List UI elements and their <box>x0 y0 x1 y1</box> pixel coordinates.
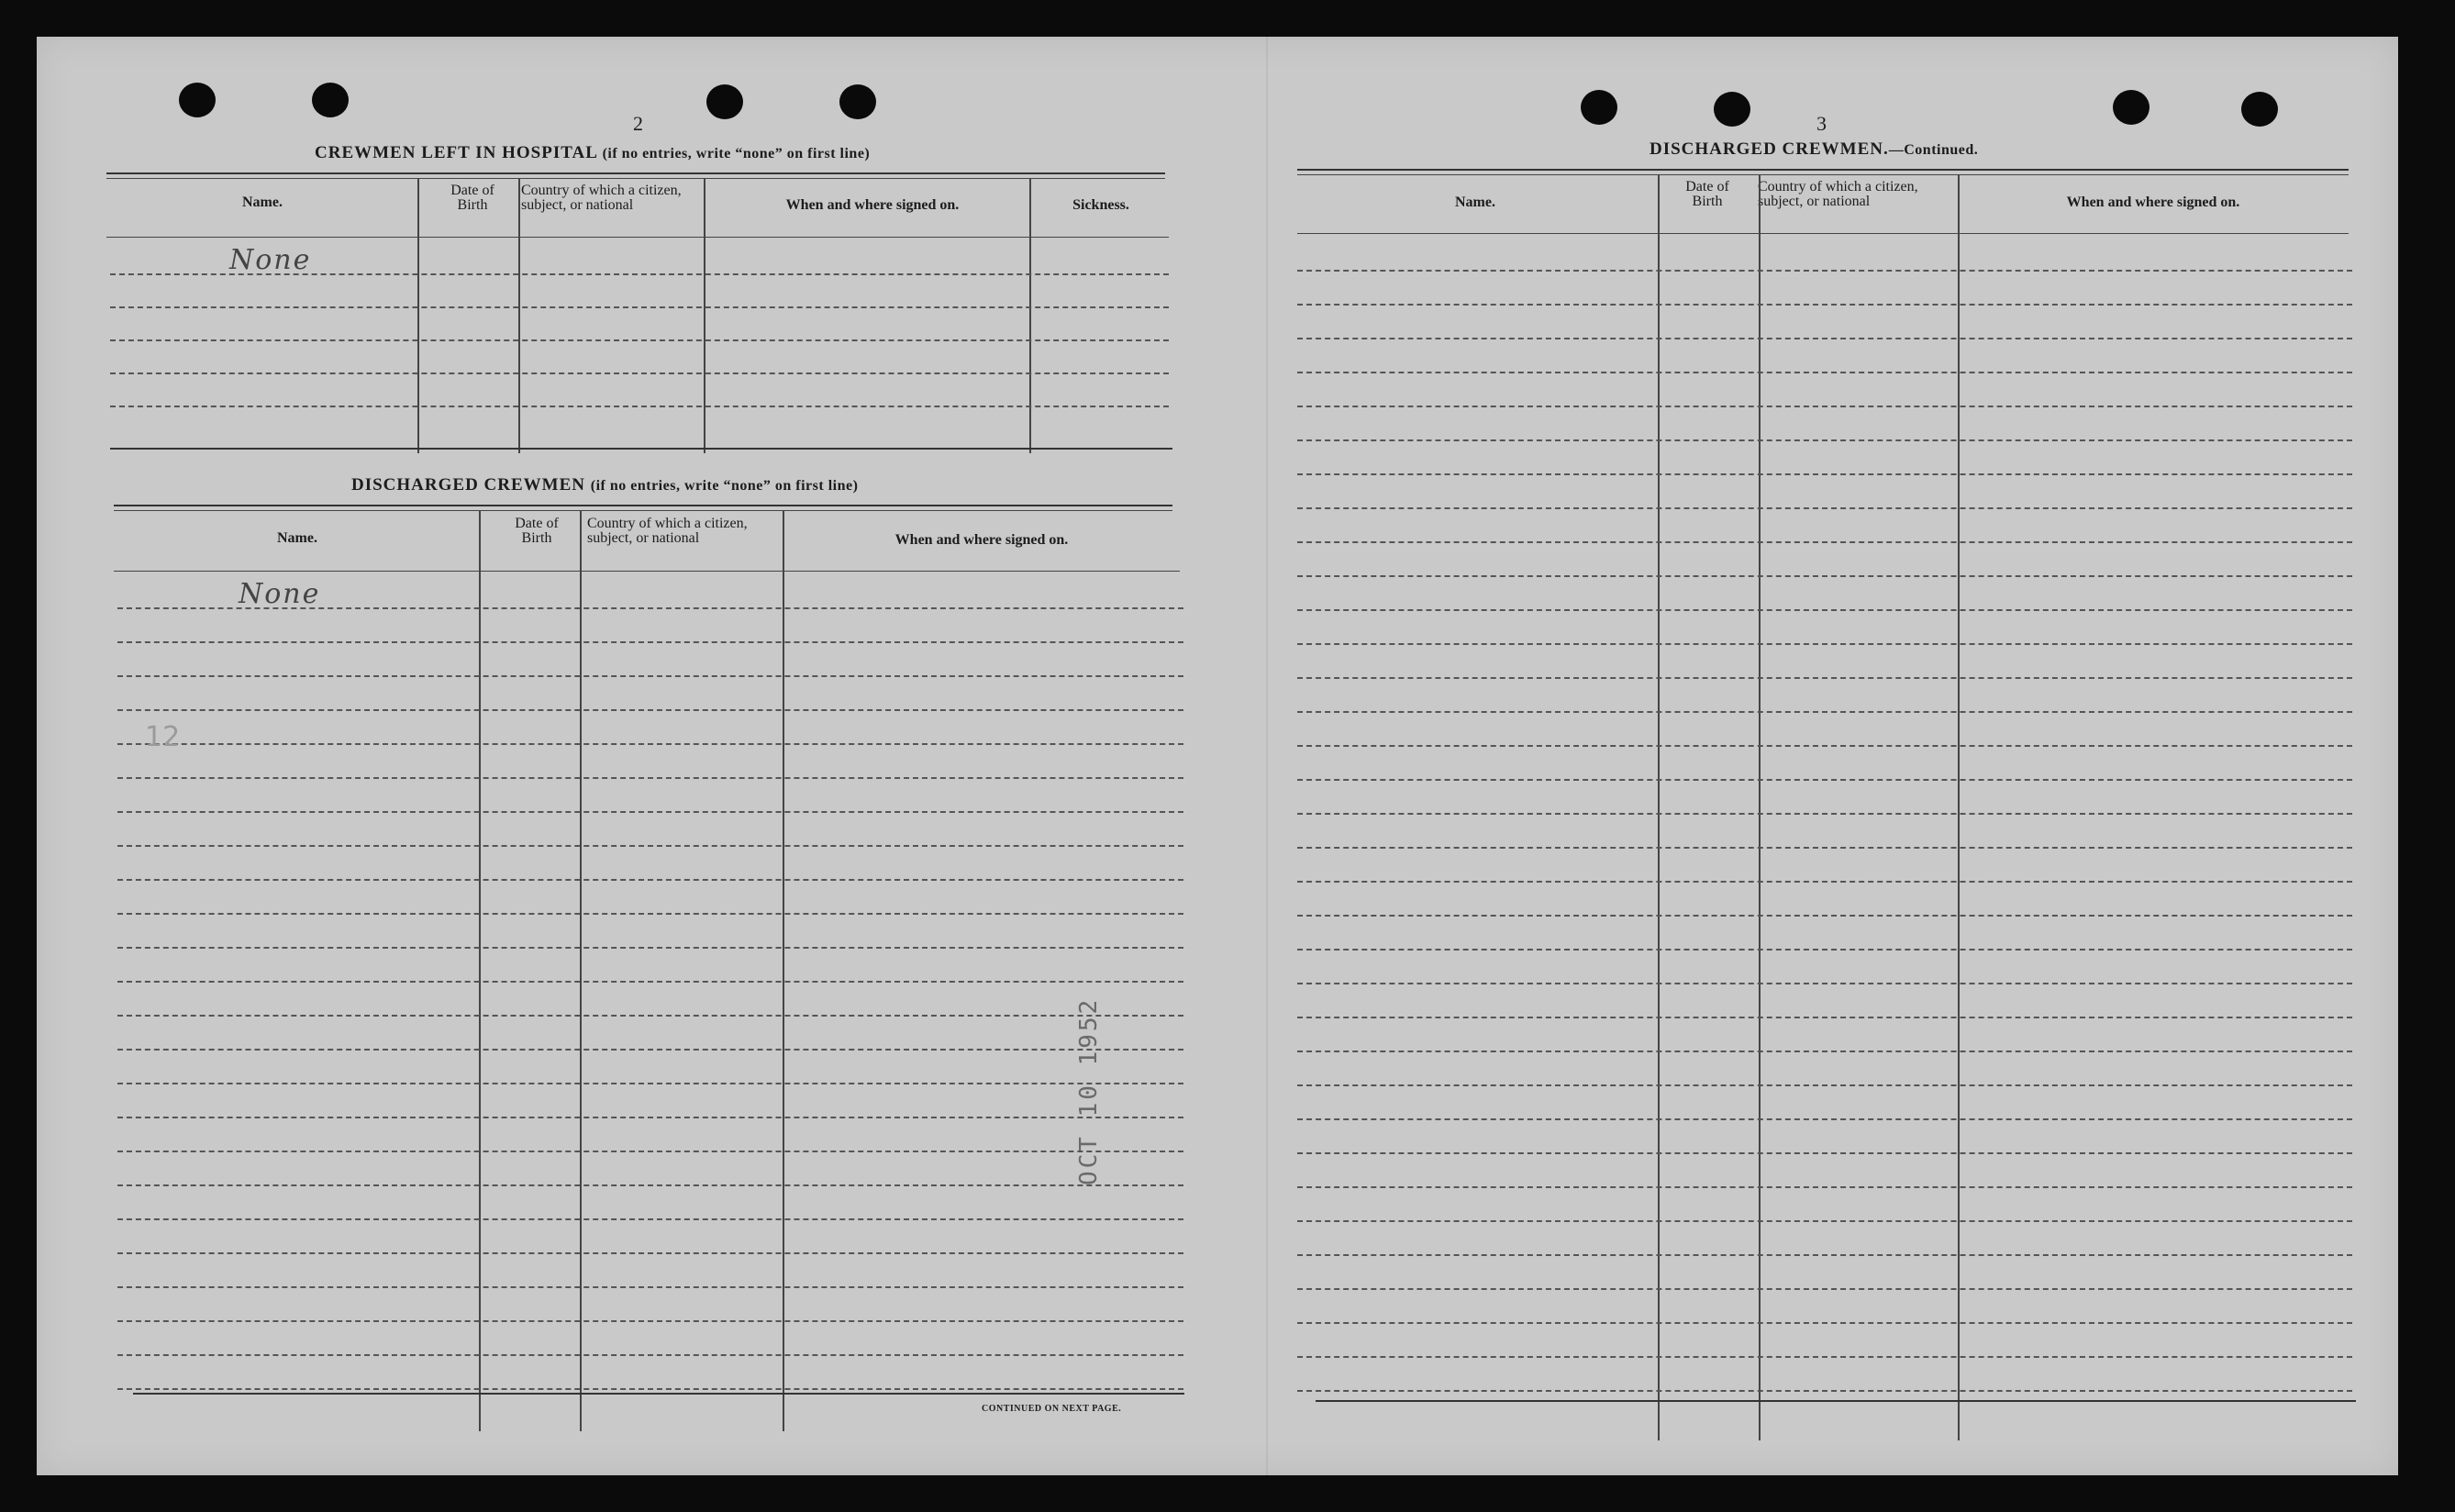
discharged-section-title: DISCHARGED CREWMEN (if no entries, write “none” on first line) <box>351 475 859 495</box>
table-row <box>1297 813 2352 815</box>
table-row <box>117 1252 1183 1254</box>
hospital-top-rule <box>106 172 1165 174</box>
right-rows <box>1297 270 2352 1440</box>
table-row <box>110 372 1169 374</box>
discharged-rows <box>117 607 1183 1424</box>
table-row <box>1297 406 2352 407</box>
punch-hole <box>312 83 349 117</box>
table-row <box>1297 338 2352 339</box>
table-row <box>117 1218 1183 1220</box>
table-row <box>1297 541 2352 543</box>
table-row <box>117 709 1183 711</box>
received-stamp: OCT 10 1952 <box>1075 996 1103 1185</box>
table-row <box>1297 915 2352 917</box>
table-row <box>117 947 1183 949</box>
discharged-bottom-rule <box>133 1393 1184 1395</box>
continued-note: CONTINUED ON NEXT PAGE. <box>982 1404 1122 1414</box>
table-row <box>1297 1390 2352 1392</box>
discharged-continued-title: DISCHARGED CREWMEN.—Continued. <box>1650 139 1979 159</box>
table-row <box>1297 881 2352 883</box>
table-row <box>117 675 1183 677</box>
table-row <box>117 879 1183 881</box>
table-row <box>1297 711 2352 713</box>
table-row <box>1297 1051 2352 1052</box>
right-col-signed: When and where signed on. <box>2066 195 2240 210</box>
table-row <box>1297 575 2352 577</box>
discharged-col-name: Name. <box>277 530 317 546</box>
hospital-col-signed: When and where signed on. <box>785 197 960 213</box>
table-row <box>1297 1254 2352 1256</box>
table-row <box>117 1049 1183 1051</box>
hospital-entry-none: None <box>229 244 312 276</box>
table-row <box>110 406 1169 407</box>
table-row <box>117 1151 1183 1152</box>
table-row <box>1297 609 2352 611</box>
table-row <box>117 777 1183 779</box>
table-row <box>1297 745 2352 747</box>
table-row <box>1297 1220 2352 1222</box>
table-row <box>110 339 1169 341</box>
right-col-dob: Date of Birth <box>1685 179 1729 209</box>
table-row <box>117 1184 1183 1186</box>
right-col-name: Name. <box>1455 195 1495 210</box>
punch-hole <box>839 84 876 119</box>
table-row <box>1297 779 2352 781</box>
page-number-right: 3 <box>1816 112 1827 135</box>
table-row <box>117 1015 1183 1017</box>
table-row <box>117 1320 1183 1322</box>
hospital-top-rule-2 <box>106 178 1165 179</box>
table-row <box>1297 1152 2352 1154</box>
punch-hole <box>1714 92 1750 127</box>
right-bottom-rule <box>1316 1400 2356 1402</box>
table-row <box>1297 304 2352 306</box>
table-row <box>1297 439 2352 441</box>
table-row <box>110 306 1169 308</box>
hospital-col-dob: Date of Birth <box>450 183 494 213</box>
table-row <box>1297 372 2352 373</box>
punch-hole <box>2113 90 2150 125</box>
punch-hole <box>1581 90 1617 125</box>
table-row <box>117 1388 1183 1390</box>
right-top-rule-2 <box>1297 174 2349 175</box>
table-row <box>1297 847 2352 849</box>
table-row <box>1297 270 2352 272</box>
document-sheet <box>37 37 2398 1475</box>
table-row <box>1297 1017 2352 1018</box>
table-row <box>117 1286 1183 1288</box>
table-row <box>1297 507 2352 509</box>
table-row <box>1297 677 2352 679</box>
table-row <box>1297 949 2352 951</box>
discharged-entry-none: None <box>239 578 321 610</box>
table-row <box>1297 643 2352 645</box>
table-row <box>1297 473 2352 475</box>
right-header-rule <box>1297 233 2349 234</box>
hospital-col-sickness: Sickness. <box>1072 197 1129 213</box>
table-row <box>117 1117 1183 1118</box>
table-row <box>117 913 1183 915</box>
discharged-top-rule <box>114 505 1172 506</box>
punch-hole <box>2241 92 2278 127</box>
table-row <box>1297 1356 2352 1358</box>
punch-hole <box>706 84 743 119</box>
hospital-rows <box>110 273 1169 457</box>
table-row <box>117 845 1183 847</box>
margin-mark: 12 <box>145 721 181 753</box>
discharged-top-rule-2 <box>114 510 1172 511</box>
table-row <box>1297 1186 2352 1188</box>
table-row <box>117 743 1183 745</box>
discharged-col-country: Country of which a citizen, subject, or national <box>587 516 748 546</box>
hospital-col-name: Name. <box>242 195 283 210</box>
hospital-col-country: Country of which a citizen, subject, or national <box>521 183 682 213</box>
table-row <box>1297 983 2352 984</box>
right-col-country: Country of which a citizen, subject, or national <box>1758 179 1918 209</box>
hospital-section-title: CREWMEN LEFT IN HOSPITAL (if no entries, write “none” on first line) <box>315 143 871 162</box>
table-row <box>117 1083 1183 1084</box>
discharged-col-signed: When and where signed on. <box>894 532 1069 548</box>
hospital-header-rule <box>106 237 1169 238</box>
hospital-bottom-rule <box>110 448 1172 450</box>
page-number-left: 2 <box>633 112 643 135</box>
punch-hole <box>179 83 216 117</box>
table-row <box>1297 1118 2352 1120</box>
table-row <box>1297 1322 2352 1324</box>
table-row <box>117 1354 1183 1356</box>
discharged-col-dob: Date of Birth <box>515 516 559 546</box>
table-row <box>117 811 1183 813</box>
table-row <box>1297 1084 2352 1086</box>
discharged-header-rule <box>114 571 1180 572</box>
table-row <box>117 641 1183 643</box>
right-top-rule <box>1297 169 2349 171</box>
page-fold <box>1266 37 1268 1475</box>
table-row <box>1297 1288 2352 1290</box>
table-row <box>117 981 1183 983</box>
